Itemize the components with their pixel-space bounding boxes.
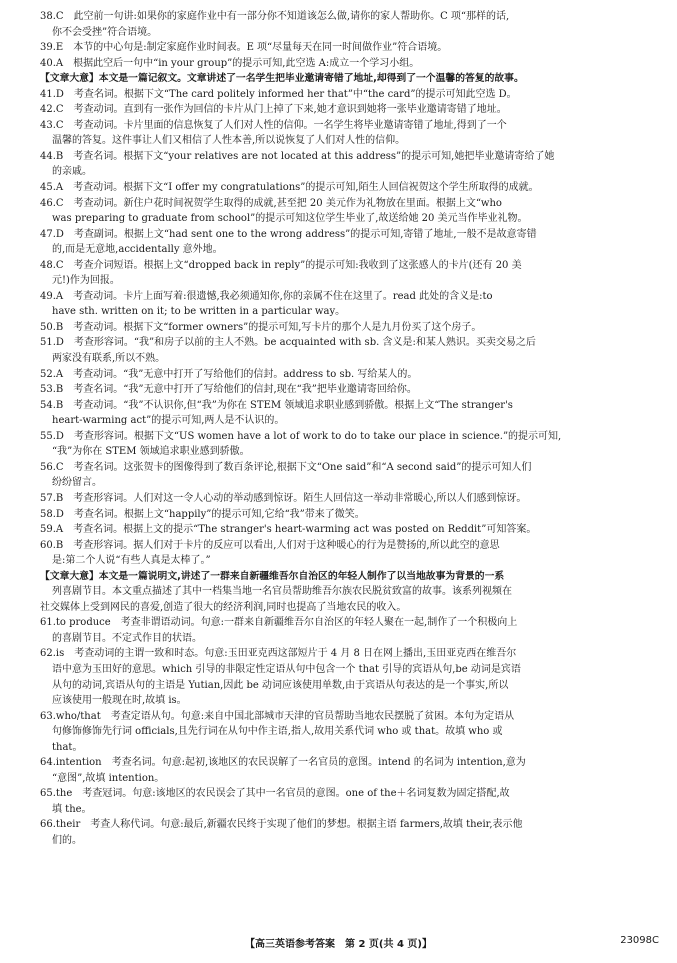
answer-line: 元!)作为回报。: [52, 275, 120, 287]
answer-line: 应该使用一般现在时,故填 is。: [52, 695, 187, 707]
answer-line: 38.C 此空前一句讲:如果你的家庭作业中有一部分你不知道该怎么做,请你的家人帮助你。C 项“那样的话,: [40, 11, 510, 22]
answer-line: 64.intention 考查名词。句意:起初,该地区的农民误解了一名官员的意图。intend 的名词为 intention,意为: [40, 757, 526, 769]
footer-document-code: 23098C: [620, 935, 659, 946]
answer-line: 温馨的答复。这件事让人们又相信了人性本善,所以说恢复了人们对人性的信仰。: [52, 135, 406, 147]
answer-line: 49.A 考查动词。卡片上面写着:很遗憾,我必须通知你,你的亲属不住在这里了。read 此处的含义是:to: [40, 290, 493, 302]
answer-line: 51.D 考查形容词。“我”和房子以前的主人不熟。be acquainted with sb. 含义是:和某人熟识。买卖交易之后: [40, 337, 536, 349]
answer-line: was preparing to graduate from school”的提示可知这位学生毕业了,故送给她 20 美元当作毕业礼物。: [52, 213, 528, 225]
answer-line: 52.A 考查动词。“我”无意中打开了写给他们的信封。address to sb. 写给某人的。: [40, 368, 418, 380]
answer-line: 41.D 考查名词。根据下文“The card politely informed her that”中“the card”的提示可知此空选 D。: [40, 88, 517, 100]
answer-line: 46.C 考查动词。新住户花时间祝贺学生取得的成就,甚至把 20 美元作为礼物放在里面。根据上文“who: [40, 197, 502, 209]
answer-line: 你不会受挫”符合语境。: [52, 26, 158, 38]
answer-line: 55.D 考查形容词。根据下文“US women have a lot of work to do to take our place in science.”的提示可知,: [40, 430, 562, 442]
answer-line: 58.D 考查名词。根据上文“happily”的提示可知,它给“我”带来了微笑。: [40, 508, 365, 520]
answer-line: 填 the。: [52, 803, 92, 815]
answer-line: 44.B 考查名词。根据下文“your relatives are not located at this address”的提示可知,她把毕业邀请寄给了她: [40, 150, 555, 162]
answer-line: 39.E 本节的中心句是:制定家庭作业时间表。E 项“尽量每天在同一时间做作业”符合语境。: [40, 42, 448, 54]
answer-line: 48.C 考查介词短语。根据上文“dropped back in reply”的提示可知:我收到了这张感人的卡片(还有 20 美: [40, 259, 522, 271]
answer-line: 60.B 考查形容词。据人们对于卡片的反应可以看出,人们对于这种暖心的行为是赞扬的,所以此空的意思: [40, 539, 500, 551]
answer-line: 们的。: [52, 834, 82, 846]
answer-line: 42.C 考查动词。直到有一张作为回信的卡片从门上掉了下来,她才意识到她将一张毕业邀请寄错了地址。: [40, 104, 507, 116]
answer-line: 43.C 考查动词。卡片里面的信息恢复了人们对人性的信仰。一名学生将毕业邀请寄错了地址,得到了一个: [40, 119, 507, 131]
answer-line: “我”为你在 STEM 领域追求职业感到骄傲。: [52, 446, 250, 458]
answer-line: 列喜剧节目。本文重点描述了其中一档集当地一名官员帮助维吾尔族农民脱贫致富的故事。该系列视频在: [52, 586, 512, 598]
answer-line: 59.A 考查名词。根据上文的提示“The stranger's heart-warming act was posted on Reddit”可知答案。: [40, 524, 537, 536]
answer-line: 53.B 考查名词。“我”无意中打开了写给他们的信封,现在“我”把毕业邀请寄回给你。: [40, 384, 417, 396]
answer-line: 61.to produce 考查非谓语动词。句意:一群来自新疆维吾尔自治区的年轻人聚在一起,制作了一个积极向上: [40, 617, 518, 629]
answer-line: have sth. written on it; to be written in a particular way。: [52, 306, 346, 318]
answer-line: “意图”,故填 intention。: [52, 772, 165, 784]
answer-line: 45.A 考查动词。根据下文“I offer my congratulations”的提示可知,陌生人回信祝贺这个学生所取得的成就。: [40, 182, 539, 194]
answer-line: 社交媒体上受到网民的喜爱,创造了很大的经济利润,同时也提高了当地农民的收入。: [40, 601, 407, 613]
answer-line: 56.C 考查名词。这张贺卡的图像得到了数百条评论,根据下文“One said”和“A second said”的提示可知人们: [40, 461, 532, 473]
answer-line: 从句的动词,宾语从句的主语是 Yutian,因此 be 动词应该使用单数,由于宾语从句表达的是一个事实,所以: [52, 679, 509, 691]
answer-content: [40, 9, 657, 849]
answer-line: 54.B 考查动词。“我”不认识你,但“我”为你在 STEM 领域追求职业感到骄傲。根据上文“The stranger's: [40, 399, 513, 411]
answer-line: that。: [52, 741, 83, 753]
answer-line: 47.D 考查副词。根据上文“had sent one to the wrong address”的提示可知,寄错了地址,一般不是故意寄错: [40, 228, 537, 240]
answer-line: 63.who/that 考查定语从句。句意:来自中国北部城市天津的官员帮助当地农民摆脱了贫困。本句为定语从: [40, 710, 515, 722]
footer-page-label: 【高三英语参考答案 第 2 页(共 4 页)】: [245, 939, 432, 950]
answer-line: 是:第二个人说“有些人真是太棒了。”: [52, 555, 211, 567]
answer-line: 66.their 考查人称代词。句意:最后,新疆农民终于实现了他们的梦想。根据主语 farmers,故填 their,表示他: [40, 819, 523, 831]
answer-line: 纷纷留言。: [52, 477, 102, 489]
answer-line: 57.B 考查形容词。人们对这一令人心动的举动感到惊讶。陌生人回信这一举动非常暖心,所以人们感到惊讶。: [40, 492, 527, 504]
answer-line: 的喜剧节目。不定式作目的状语。: [52, 632, 202, 644]
passage-summary-line: 【文章大意】本文是一篇记叙文。文章讲述了一名学生把毕业邀请寄错了地址,却得到了一个温馨的答复的故事。: [40, 73, 524, 85]
answer-line: 的,而是无意地,accidentally 意外地。: [52, 244, 223, 256]
page-footer: [0, 935, 677, 955]
answer-line: 的亲戚。: [52, 166, 92, 178]
answer-line: 62.is 考查动词的主谓一致和时态。句意:玉田亚克西这部短片于 4 月 8 日在网上播出,玉田亚克西在维吾尔: [40, 648, 517, 660]
answer-line: 65.the 考查冠词。句意:该地区的农民误会了其中一名官员的意图。one of the＋名词复数为固定搭配,故: [40, 788, 510, 800]
answer-line: 两家没有联系,所以不熟。: [52, 353, 166, 365]
answer-line: 语中意为玉田好的意思。which 引导的非限定性定语从句中包含一个 that 引导的宾语从句,be 动词是宾语: [52, 663, 521, 675]
answer-line: 50.B 考查动词。根据下文“former owners”的提示可知,写卡片的那个人是九月份买了这个房子。: [40, 321, 482, 333]
answer-line: 40.A 根据此空后一句中“in your group”的提示可知,此空选 A:成立一个学习小组。: [40, 57, 420, 69]
answer-line: 句修饰修饰先行词 officials,且先行词在从句中作主语,指人,故用关系代词 who 或 that。故填 who 或: [52, 726, 503, 738]
passage-summary-line: 【文章大意】本文是一篇说明文,讲述了一群来自新疆维吾尔自治区的年轻人制作了以当地故事为背景的一系: [40, 570, 505, 582]
answer-line: heart-warming act”的提示可知,两人是不认识的。: [52, 415, 285, 427]
